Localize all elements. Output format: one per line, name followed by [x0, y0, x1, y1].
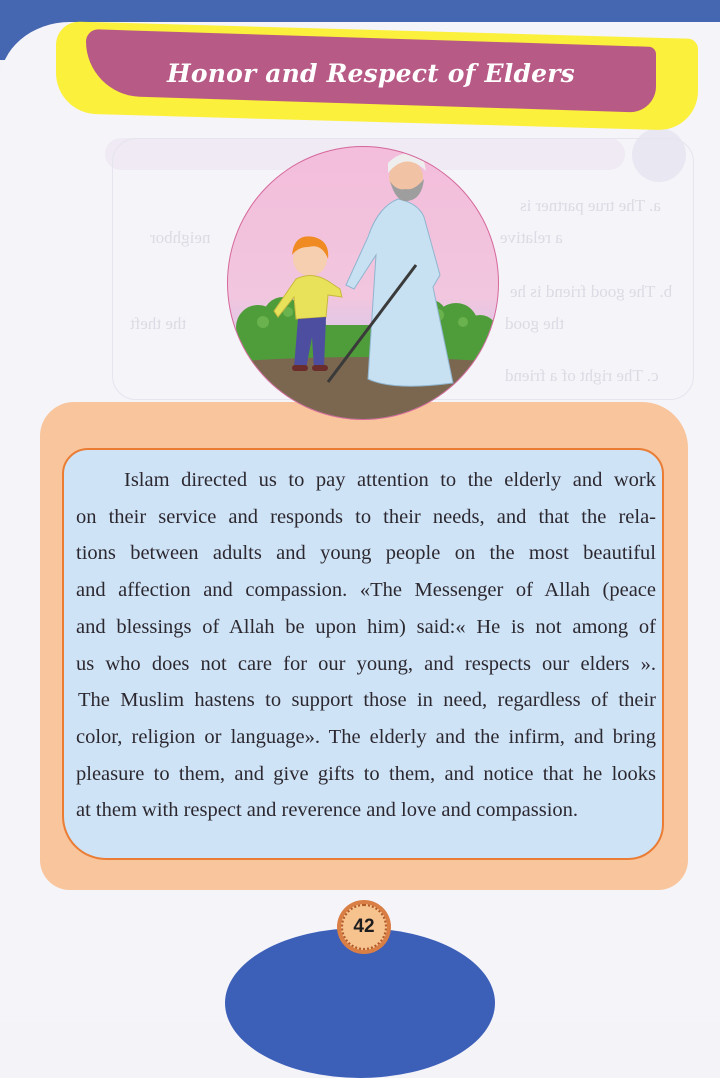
text-line: The Muslim hastens to support those in need, regardless of their	[78, 689, 656, 712]
page-title: Honor and Respect of Elders	[167, 58, 575, 88]
show-through-text: c. The right of a friend	[505, 366, 659, 385]
text-line: on their service and responds to their needs, and that the rela-	[76, 505, 656, 528]
text-line: us who does not care for our young, and respects our elders ».	[76, 652, 656, 675]
show-through-text: a. The true partner is	[520, 196, 661, 215]
show-through-text: the theft	[130, 314, 187, 333]
page-number-badge	[337, 900, 391, 954]
text-line: tions between adults and young people on the most beautiful	[76, 542, 656, 565]
text-line: and affection and compassion. «The Messenger of Allah (peace	[76, 579, 656, 602]
elder-and-child-icon	[228, 147, 498, 419]
page-number: 42	[341, 904, 387, 950]
show-through-text: the good	[505, 314, 565, 333]
text-line: color, religion or language». The elderly and the infirm, and bring	[76, 725, 656, 748]
show-through-text: b. The good friend is he	[510, 282, 673, 301]
text-line: Islam directed us to pay attention to the elderly and work	[124, 469, 656, 491]
illustration-elder-and-child	[227, 146, 499, 420]
text-line: and blessings of Allah be upon him) said:« He is not among of	[76, 615, 656, 638]
show-through-text: neighbor	[150, 228, 211, 247]
text-line: pleasure to them, and give gifts to them, and notice that he looks	[76, 762, 656, 785]
show-through-text: a relative	[500, 228, 563, 247]
body-paragraph	[76, 462, 656, 829]
text-line: at them with respect and reverence and love and compassion.	[76, 799, 579, 822]
